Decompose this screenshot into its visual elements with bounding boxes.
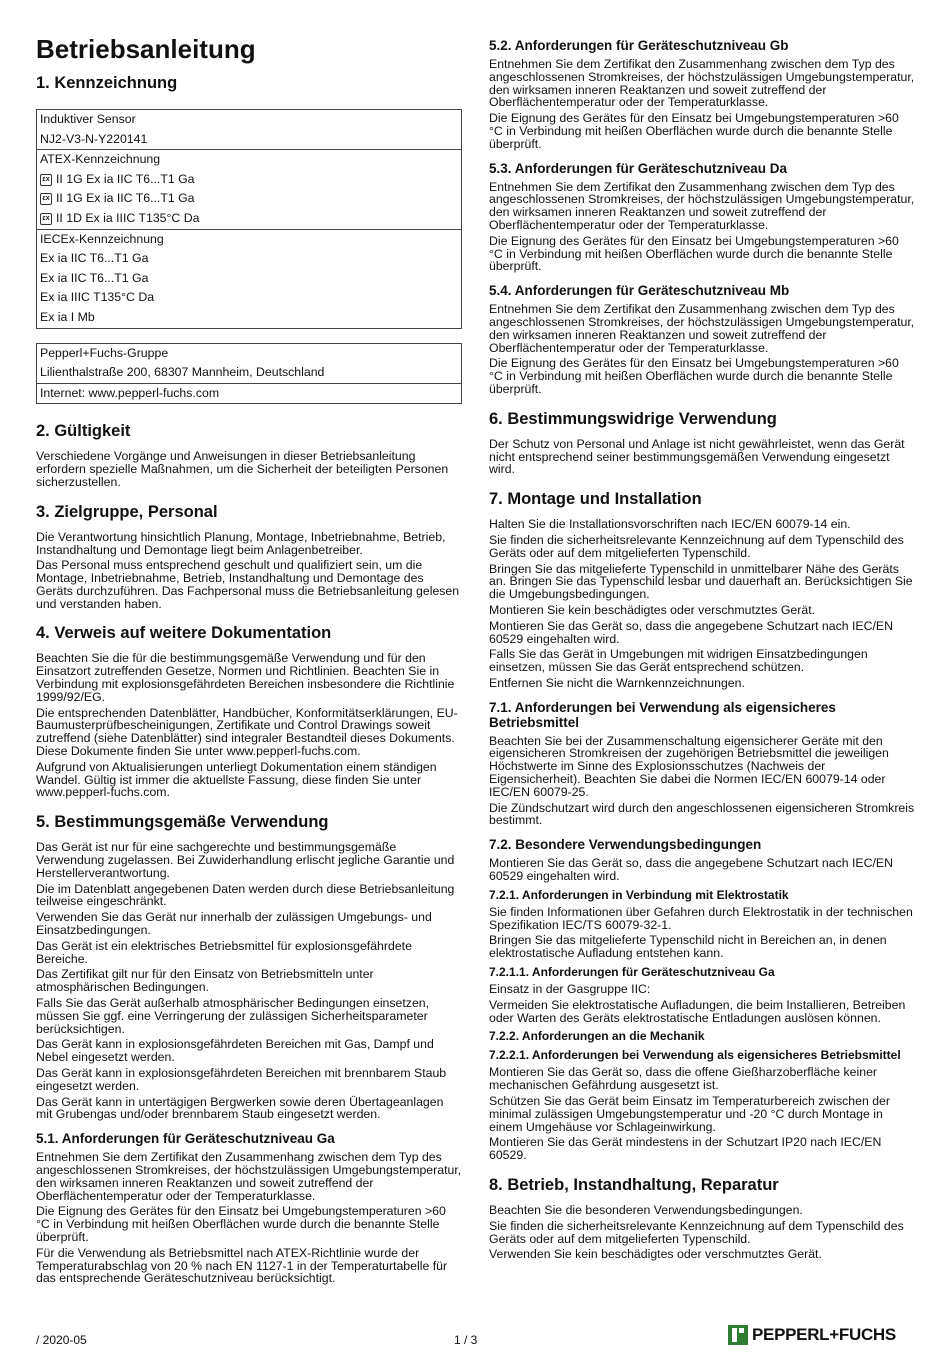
- atex-marking: εx II 1D Ex ia IIIC T135°C Da: [40, 209, 458, 229]
- paragraph: Sie finden die sicherheitsrelevante Kennzeichnung auf dem Typenschild des Geräts oder auf dem mitgelieferten Typenschild.: [489, 1218, 904, 1246]
- iecex-marking: Ex ia I Mb: [40, 309, 95, 324]
- heading-mechanik: 7.2.2. Anforderungen an die Mechanik: [489, 1029, 705, 1044]
- company-table: [36, 343, 462, 405]
- iecex-marking: Ex ia IIC T6...T1 Ga: [40, 270, 149, 285]
- paragraph: Die Eignung des Gerätes für den Einsatz bei Umgebungstemperaturen >60 °C in Verbindung mit heißen Oberflächen wurde durch die benannte Stelle überprüft.: [489, 233, 899, 274]
- company-group: [37, 344, 461, 384]
- left-column: [36, 34, 462, 1288]
- pf-logo-icon: [728, 1325, 748, 1345]
- heading-dokumentation: 4. Verweis auf weitere Dokumentation: [36, 624, 332, 643]
- document-title: Betriebsanleitung: [36, 34, 256, 64]
- ex-mark-icon: εx: [40, 193, 52, 205]
- paragraph: Der Schutz von Personal und Anlage ist nicht gewährleistet, wenn das Gerät nicht entsprechend seiner bestimmungsgemäßen Verwendung eingesetzt wird.: [489, 436, 905, 477]
- company-name: Pepperl+Fuchs-Gruppe: [40, 345, 169, 360]
- sensor-label: Induktiver Sensor: [40, 112, 136, 126]
- heading-kennzeichnung: 1. Kennzeichnung: [36, 74, 178, 92]
- heading-ga: 5.1. Anforderungen für Geräteschutzniveau Ga: [36, 1131, 335, 1147]
- paragraph: Die Zündschutzart wird durch den angeschlossenen eigensicheren Stromkreis bestimmt.: [489, 800, 915, 828]
- footer-date: / 2020-05: [36, 1333, 87, 1347]
- paragraph: Schützen Sie das Gerät beim Einsatz im Temperaturbereich zwischen der minimal zulässigen Umgebungstemperatur und -20 °C durch Montage in einem Umgehäuse vor Schlageinwirkung.: [489, 1094, 890, 1134]
- paragraph: Beachten Sie die für die bestimmungsgemäße Verwendung und für den Einsatzort zutreffenden Gesetze, Normen und Richtlinien. Beachten Sie in Verbindung mit explosionsgefährdeten Bereichen insbesondere die Richtlinie 1999/92/EG.: [36, 651, 455, 704]
- paragraph: Entnehmen Sie dem Zertifikat den Zusammenhang zwischen dem Typ des angeschlossenen Stromkreises, der höchstzulässigen Umgebungstemperatur, den wirksamen inneren Reaktanzen und soweit zutreffend der Oberflächentemperatur oder der Temperaturklasse.: [36, 1150, 462, 1203]
- paragraph: Das Gerät ist ein elektrisches Betriebsmittel für explosionsgefährdete Bereiche.: [36, 938, 412, 966]
- sensor-group: [37, 110, 461, 150]
- iecex-marking: Ex ia IIIC T135°C Da: [40, 290, 155, 305]
- iecex-marking: Ex ia IIC T6...T1 Ga: [40, 251, 149, 266]
- paragraph: Sie finden Informationen über Gefahren durch Elektrostatik in der technischen Spezifikation IEC/TS 60079-32-1.: [489, 904, 913, 932]
- paragraph: Die im Datenblatt angegebenen Daten werden durch diese Betriebsanleitung teilweise eingeschränkt.: [36, 881, 455, 909]
- heading-elektrostatik-ga: 7.2.1.1. Anforderungen für Geräteschutzniveau Ga: [489, 965, 775, 980]
- paragraph: Falls Sie das Gerät in Umgebungen mit widrigen Einsatzbedingungen einsetzen, müssen Sie das Gerät entsprechend schützen.: [489, 647, 868, 675]
- atex-marking: εx II 1G Ex ia IIC T6...T1 Ga: [40, 170, 458, 190]
- paragraph: Entnehmen Sie dem Zertifikat den Zusammenhang zwischen dem Typ des angeschlossenen Stromkreises, der höchstzulässigen Umgebungstemperatur, den wirksamen inneren Reaktanzen und soweit zutreffend der Oberflächentemperatur oder der Temperaturklasse.: [489, 57, 915, 110]
- paragraph: Entfernen Sie nicht die Warnkennzeichnungen.: [489, 675, 745, 690]
- company-address: Lilienthalstraße 200, 68307 Mannheim, Deutschland: [40, 365, 325, 380]
- paragraph: Montieren Sie das Gerät so, dass die angegebene Schutzart nach IEC/EN 60529 eingehalten wird.: [489, 618, 893, 646]
- heading-montage: 7. Montage und Installation: [489, 490, 702, 509]
- ex-mark-icon: εx: [40, 174, 52, 186]
- heading-verwendung: 5. Bestimmungsgemäße Verwendung: [36, 813, 329, 832]
- paragraph: Bringen Sie das mitgelieferte Typenschild in unmittelbarer Nähe des Geräts an. Bringen Sie das Typenschild lesbar und dauerhaft an. Berücksichtigen Sie die Umgebungsbedingungen.: [489, 561, 913, 602]
- paragraph: Aufgrund von Aktualisierungen unterliegt Dokumentation einem ständigen Wandel. Gültig ist immer die aktuellste Fassung, diese finden Sie unter www.pepperl-fuchs.com.: [36, 759, 437, 800]
- paragraph: Beachten Sie bei der Zusammenschaltung eigensicherer Geräte mit den eigensicheren Stromkreisen der zugehörigen Betriebsmittel die jeweiligen Höchstwerte im Sinne des Explosionsschutzes (Nachweis der Eigensicherheit). Beachten Sie dabei die Normen IEC/EN 60079-14 oder IEC/EN 60079-25.: [489, 733, 889, 799]
- atex-label: ATEX-Kennzeichnung: [40, 152, 161, 167]
- paragraph: Für die Verwendung als Betriebsmittel nach ATEX-Richtlinie wurde der Temperaturabschlag von 20 % nach EN 1127-1 in der Temperaturtabelle für das entsprechende Geräteschutzniveau berücksichtigt.: [36, 1245, 448, 1286]
- page-footer: [36, 1325, 916, 1351]
- internet-group: [37, 384, 461, 404]
- brand-logo: [728, 1325, 896, 1345]
- paragraph: Beachten Sie die besonderen Verwendungsbedingungen.: [489, 1203, 803, 1218]
- company-internet: Internet: www.pepperl-fuchs.com: [40, 385, 220, 400]
- heading-eigensicher: 7.1. Anforderungen bei Verwendung als eigensicheres Betriebsmittel: [489, 699, 836, 730]
- paragraph: Vermeiden Sie elektrostatische Aufladungen, die beim Installieren, Betreiben oder Warten des Geräts elektrostatische Entladungen auslösen können.: [489, 997, 906, 1025]
- paragraph: Verwenden Sie kein beschädigtes oder verschmutztes Gerät.: [489, 1247, 822, 1262]
- right-column: [489, 38, 915, 1264]
- iecex-label: IECEx-Kennzeichnung: [40, 231, 164, 246]
- heading-zielgruppe: 3. Zielgruppe, Personal: [36, 502, 218, 521]
- atex-group: [37, 150, 461, 229]
- paragraph: Das Gerät kann in explosionsgefährdeten Bereichen mit brennbarem Staub eingesetzt werden.: [36, 1066, 447, 1093]
- heading-betrieb: 8. Betrieb, Instandhaltung, Reparatur: [489, 1176, 779, 1195]
- paragraph: Entnehmen Sie dem Zertifikat den Zusammenhang zwischen dem Typ des angeschlossenen Stromkreises, der höchstzulässigen Umgebungstemperatur, den wirksamen inneren Reaktanzen und soweit zutreffend der Oberflächentemperatur oder der Temperaturklasse.: [489, 302, 915, 355]
- heading-elektrostatik: 7.2.1. Anforderungen in Verbindung mit Elektrostatik: [489, 887, 789, 902]
- heading-gueltigkeit: 2. Gültigkeit: [36, 422, 131, 441]
- heading-mb: 5.4. Anforderungen für Geräteschutzniveau Mb: [489, 283, 790, 299]
- page-number: 1 / 3: [454, 1333, 478, 1347]
- iecex-group: [37, 230, 461, 328]
- paragraph: Montieren Sie kein beschädigtes oder verschmutztes Gerät.: [489, 602, 816, 617]
- paragraph: Das Zertifikat gilt nur für den Einsatz von Betriebsmitteln unter atmosphärischen Bedingungen.: [36, 967, 374, 995]
- paragraph: Verschiedene Vorgänge und Anweisungen in dieser Betriebsanleitung erfordern spezielle Maßnahmen, um die Sicherheit der beteiligten Personen sicherzustellen.: [36, 449, 449, 489]
- paragraph: Montieren Sie das Gerät so, dass die angegebene Schutzart nach IEC/EN 60529 eingehalten wird.: [489, 856, 893, 884]
- paragraph: Die entsprechenden Datenblätter, Handbücher, Konformitätserklärungen, EU-Baumusterprüfbescheinigungen, Zertifikate und Control Drawings soweit zutreffend (siehe Datenblätter) sind integraler Bestandteil dieses Dokuments. Diese Dokumente finden Sie unter www.pepperl-fuchs.com.: [36, 705, 458, 759]
- paragraph: Halten Sie die Installationsvorschriften nach IEC/EN 60079-14 ein.: [489, 517, 851, 532]
- paragraph: Einsatz in der Gasgruppe IIC:: [489, 982, 651, 997]
- paragraph: Das Gerät kann in explosionsgefährdeten Bereichen mit Gas, Dampf und Nebel eingesetzt werden.: [36, 1037, 434, 1065]
- paragraph: Das Gerät ist nur für eine sachgerechte und bestimmungsgemäße Verwendung zugelassen. Bei Zuwiderhandlung erlischt jegliche Garantie und Herstellerverantwortung.: [36, 840, 455, 880]
- heading-da: 5.3. Anforderungen für Geräteschutzniveau Da: [489, 160, 788, 176]
- brand-name: PEPPERL+FUCHS: [752, 1325, 896, 1344]
- paragraph: Falls Sie das Gerät außerhalb atmosphärischer Bedingungen einsetzen, müssen Sie ggf. eine Verringerung der zulässigen Sicherheitsparameter berücksichtigen.: [36, 996, 430, 1036]
- paragraph: Entnehmen Sie dem Zertifikat den Zusammenhang zwischen dem Typ des angeschlossenen Stromkreises, der höchstzulässigen Umgebungstemperatur, den wirksamen inneren Reaktanzen und soweit zutreffend der Oberflächentemperatur oder der Temperaturklasse.: [489, 179, 915, 232]
- paragraph: Montieren Sie das Gerät so, dass die offene Gießharzoberfläche keiner mechanischen Gefährdung ausgesetzt ist.: [489, 1065, 878, 1093]
- ex-mark-icon: εx: [40, 213, 52, 225]
- paragraph: Die Eignung des Gerätes für den Einsatz bei Umgebungstemperaturen >60 °C in Verbindung mit heißen Oberflächen wurde durch die benannte Stelle überprüft.: [36, 1204, 446, 1244]
- paragraph: Das Gerät kann in untertägigen Bergwerken sowie deren Übertageanlagen mit Grubengas und/oder brennbarem Staub eingesetzt werden.: [36, 1094, 444, 1122]
- sensor-type: NJ2-V3-N-Y220141: [40, 131, 148, 146]
- paragraph: Die Eignung des Gerätes für den Einsatz bei Umgebungstemperaturen >60 °C in Verbindung mit heißen Oberflächen wurde durch die benannte Stelle überprüft.: [489, 356, 899, 396]
- paragraph: Montieren Sie das Gerät mindestens in der Schutzart IP20 nach IEC/EN 60529.: [489, 1135, 882, 1163]
- heading-mechanik-eigensicher: 7.2.2.1. Anforderungen bei Verwendung als eigensicheres Betriebsmittel: [489, 1048, 901, 1063]
- heading-bestimmungswidrig: 6. Bestimmungswidrige Verwendung: [489, 409, 777, 428]
- paragraph: Bringen Sie das mitgelieferte Typenschild nicht in Bereichen an, in denen elektrostatische Aufladung entstehen kann.: [489, 933, 887, 961]
- heading-besondere: 7.2. Besondere Verwendungsbedingungen: [489, 837, 762, 853]
- paragraph: Die Eignung des Gerätes für den Einsatz bei Umgebungstemperaturen >60 °C in Verbindung mit heißen Oberflächen wurde durch die benannte Stelle überprüft.: [489, 111, 899, 151]
- atex-marking: εx II 1G Ex ia IIC T6...T1 Ga: [40, 189, 458, 209]
- paragraph: Verwenden Sie das Gerät nur innerhalb der zulässigen Umgebungs- und Einsatzbedingungen.: [36, 910, 432, 938]
- heading-gb: 5.2. Anforderungen für Geräteschutzniveau Gb: [489, 38, 789, 53]
- paragraph: Das Personal muss entsprechend geschult und qualifiziert sein, um die Montage, Inbetriebnahme, Betrieb, Instandhaltung und Demontage des Geräts durchzuführen. Das Fachpersonal muss die Betriebsanleitung gelesen und verstanden haben.: [36, 558, 460, 611]
- paragraph: Sie finden die sicherheitsrelevante Kennzeichnung auf dem Typenschild des Geräts oder auf dem mitgelieferten Typenschild.: [489, 532, 904, 560]
- marking-table: [36, 109, 462, 329]
- paragraph: Die Verantwortung hinsichtlich Planung, Montage, Inbetriebnahme, Betrieb, Instandhaltung und Demontage liegt beim Anlagenbetreiber.: [36, 529, 446, 557]
